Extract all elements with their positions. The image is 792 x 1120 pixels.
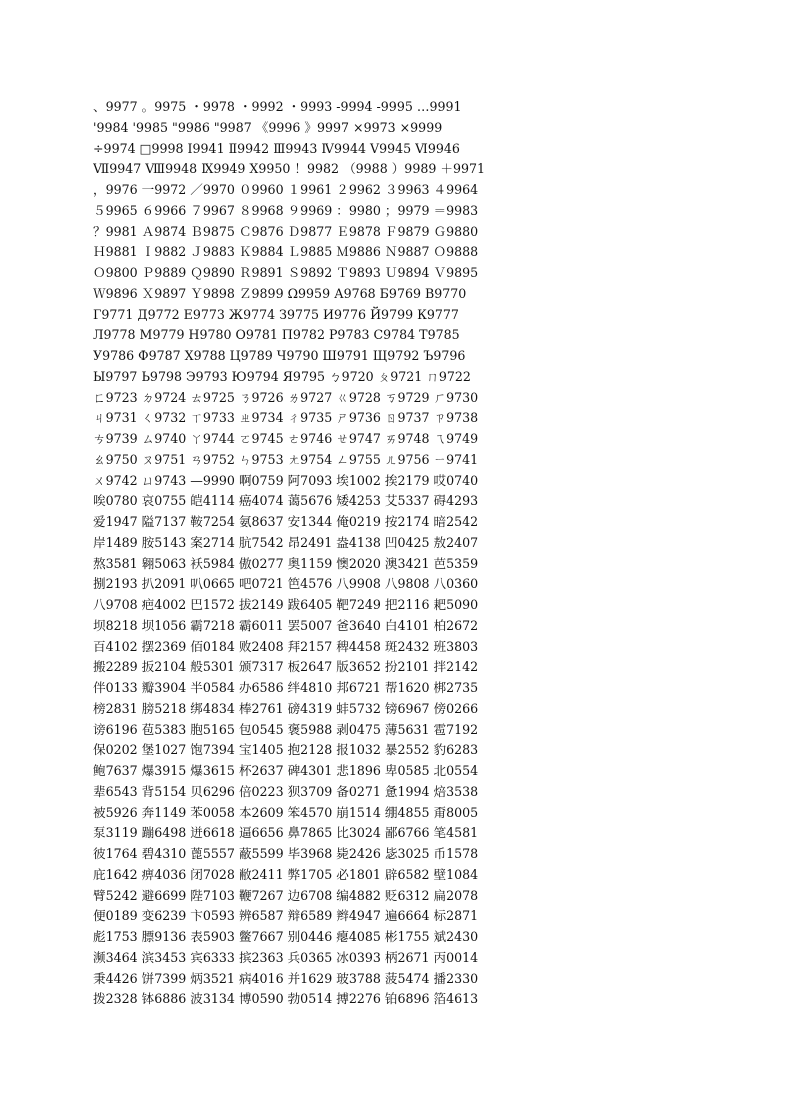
table-line: 伴0133 瓣3904 半0584 办6586 绊4810 邦6721 帮1620 梆2735 [93, 680, 479, 695]
table-line: Ｈ9881 Ｉ9882 Ｊ9883 Ｋ9884 Ｌ9885 Ｍ9886 Ｎ9887 Ｏ9888 [93, 244, 479, 260]
table-line: 彪1753 膘9136 表5903 鳖7667 别0446 瘪4085 彬1755 斌2430 [93, 929, 479, 944]
table-line: ？9981 Ａ9874 Ｂ9875 Ｃ9876 Ｄ9877 Ｅ9878 Ｆ9879 Ｇ9880 [93, 223, 479, 239]
table-line: ５9965 ６9966 ７9967 ８9968 ９9969 ：9980 ；9979 ＝9983 [93, 202, 479, 218]
table-line: 熬3581 翱5063 袄5984 傲0277 奥1159 懊2020 澳3421 芭5359 [93, 555, 479, 571]
table-line: 臂5242 避6699 陛7103 鞭7267 边6708 编4882 贬6312 扁2078 [93, 887, 479, 903]
table-line: 辈6543 背5154 贝6296 倍0223 狈3709 备0271 惫1994 焙3538 [93, 783, 479, 799]
table-line: 八9708 疤4002 巴1572 拔2149 跋6405 靶7249 把2116 耙5090 [93, 597, 479, 612]
table-line: 谤6196 苞5383 胞5165 包0545 褒5988 剥0475 薄5631 雹7192 [93, 721, 479, 737]
table-line: ，9976 一9972 ／9970 ０9960 １9961 ２9962 ３9963 ４9964 [93, 182, 479, 197]
table-line: ㄨ9742 ㄩ9743 —9990 啊0759 阿7093 埃1002 挨2179 哎0740 [93, 472, 479, 488]
table-line: 岸1489 胺5143 案2714 肮7542 昂2491 盎4138 凹0425 敖2407 [93, 534, 479, 550]
table-line: '9984 '9985 "9986 "9987 《9996 》9997 ×9973 ×9999 [93, 119, 443, 135]
table-line: 捌2193 扒2091 叭0665 吧0721 笆4576 八9908 八9808 八0360 [93, 576, 479, 592]
table-line: ㄈ9723 ㄉ9724 ㄊ9725 ㄋ9726 ㄌ9727 ㄍ9728 ㄎ9729 ㄏ9730 [93, 389, 479, 405]
table-line: 爱1947 隘7137 鞍7254 氨8637 安1344 俺0219 按2174 暗2542 [93, 514, 479, 529]
table-line: 彼1764 碧4310 蓖5557 蔽5599 毕3968 毙2426 毖3025 币1578 [93, 846, 479, 861]
table-line: Г9771 Д9772 Е9773 Ж9774 З9775 И9776 Й9799 К9777 [93, 306, 459, 322]
table-line: 、9977 。9975 ・9978 ・9992 ・9993 -9994 -9995 …9991 [93, 99, 462, 114]
table-line: ÷9974 □9998 Ⅰ9941 Ⅱ9942 Ⅲ9943 Ⅳ9944 Ⅴ9945 Ⅵ9946 [93, 140, 460, 156]
table-line: 拨2328 钵6886 波3134 博0590 勃0514 搏2276 铂6896 箔4613 [93, 991, 479, 1007]
table-line: ㄐ9731 ㄑ9732 ㄒ9733 ㄓ9734 ㄔ9735 ㄕ9736 ㄖ9737 ㄗ9738 [93, 410, 479, 426]
table-line: 庇1642 痹4036 闭7028 敝2411 弊1705 必1801 辟6582 壁1084 [93, 866, 479, 882]
table-line: У9786 Ф9787 Х9788 Ц9789 Ч9790 Ш9791 Щ9792 Ъ9796 [93, 348, 466, 363]
table-line: 泵3119 蹦6498 迸6618 逼6656 鼻7865 比3024 鄙6766 笔4581 [93, 825, 479, 841]
table-line: Ｏ9800 Ｐ9889 Ｑ9890 Ｒ9891 Ｓ9892 Ｔ9893 Ｕ9894 Ｖ9895 [93, 265, 479, 280]
table-line: Ｗ9896 Ｘ9897 Ｙ9898 Ｚ9899 Ω9959 А9768 Б9769 В9770 [93, 285, 467, 301]
table-line: 濒3464 滨3453 宾6333 摈2363 兵0365 冰0393 柄2671 丙0014 [93, 949, 479, 965]
table-line: ㄘ9739 ㄙ9740 ㄚ9744 ㄛ9745 ㄜ9746 ㄝ9747 ㄞ9748 ㄟ9749 [93, 431, 479, 446]
table-line: 鲍7637 爆3915 爆3615 杯2637 碑4301 悲1896 卑0585 北0554 [93, 763, 479, 778]
table-line: 秉4426 饼7399 炳3521 病4016 并1629 玻3788 菠5474 播2330 [93, 970, 479, 986]
table-line: Ы9797 Ь9798 Э9793 Ю9794 Я9795 ㄅ9720 ㄆ9721 ㄇ9722 [93, 368, 471, 384]
table-line: 保0202 堡1027 饱7394 宝1405 抱2128 报1032 暴2552 豹6283 [93, 742, 479, 758]
table-line: 坝8218 坝1056 霸7218 霸6011 罢5007 爸3640 白4101 柏2672 [93, 617, 479, 633]
table-line: 百4102 摆2369 佰0184 败2408 拜2157 稗4458 斑2432 班3803 [93, 638, 479, 654]
table-line: Л9778 М9779 Н9780 О9781 П9782 Р9783 С9784 Т9785 [93, 327, 460, 343]
table-line: 榜2831 膀5218 绑4834 棒2761 磅4319 蚌5732 镑6967 傍0266 [93, 700, 479, 716]
table-line: Ⅶ9947 Ⅷ9948 Ⅸ9949 Ⅹ9950 ！9982 （9988 ）9989 ＋9971 [93, 161, 486, 177]
table-line: ㄠ9750 ㄡ9751 ㄢ9752 ㄣ9753 ㄤ9754 ㄥ9755 ㄦ9756 ㄧ9741 [93, 451, 479, 467]
table-line: 搬2289 扳2104 般5301 颁7317 板2647 版3652 扮2101 拌2142 [93, 659, 479, 675]
character-code-table [93, 97, 733, 1010]
table-line: 唉0780 哀0755 皑4114 癌4074 蔼5676 矮4253 艾5337 碍4293 [93, 493, 479, 509]
table-line: 便0189 变6239 卞0593 辨6587 辩6589 辫4947 遍6664 标2871 [93, 908, 479, 924]
table-line: 被5926 奔1149 苯0058 本2609 笨4570 崩1514 绷4855 甭8005 [93, 804, 479, 820]
